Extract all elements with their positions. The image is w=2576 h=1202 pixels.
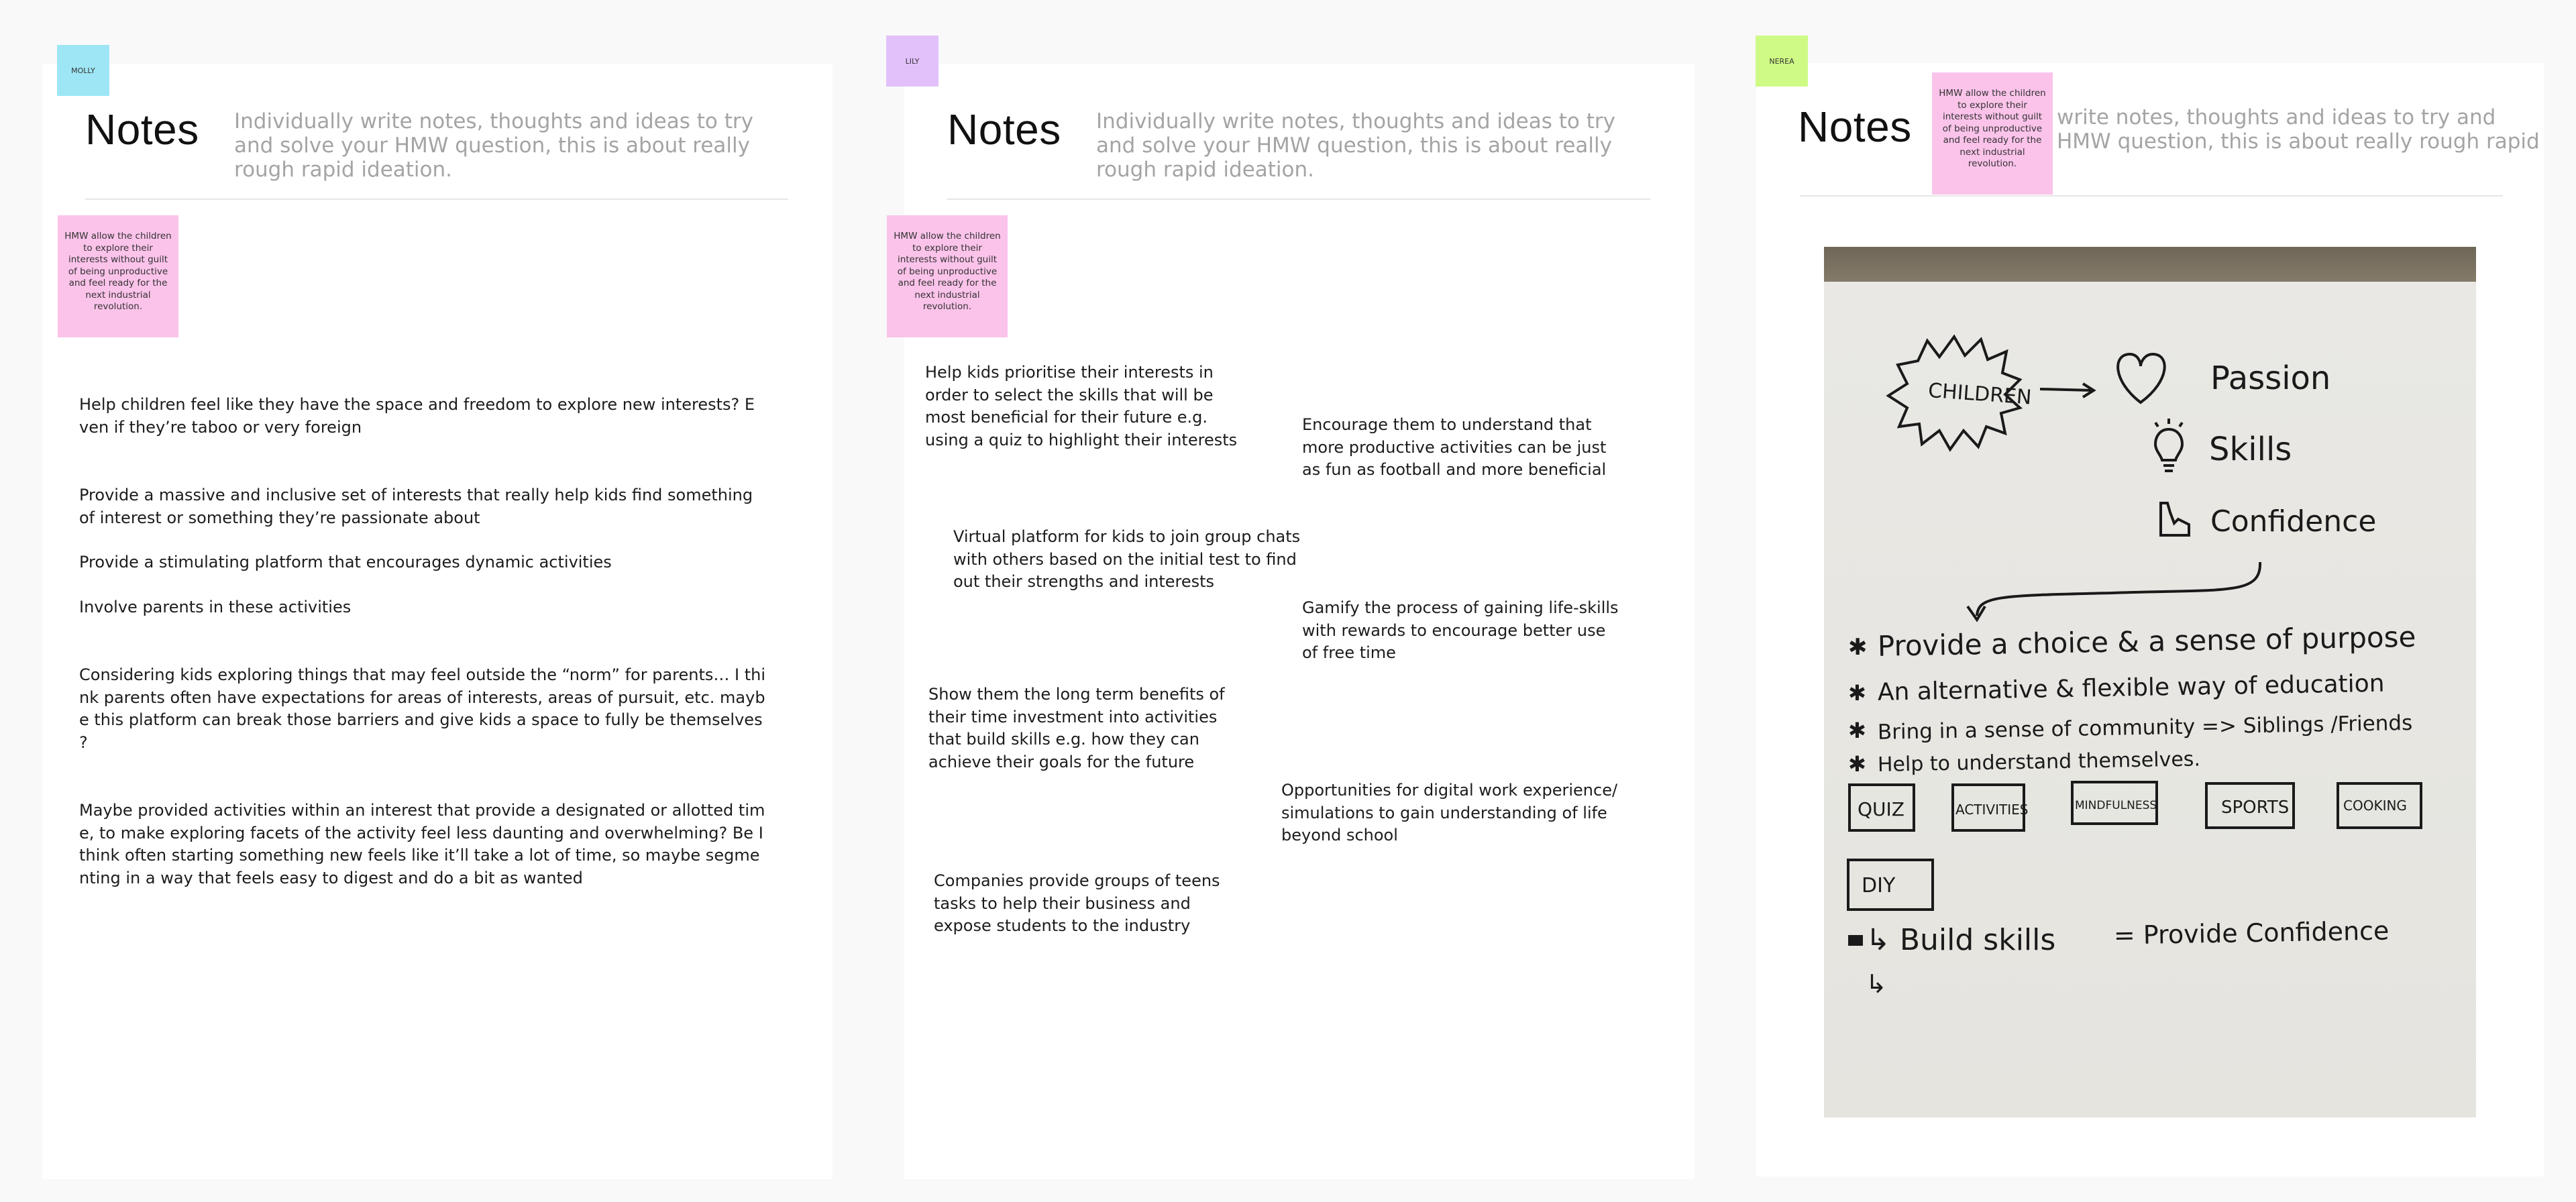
note-text[interactable]: Provide a stimulating platform that encourages dynamic activities	[79, 553, 612, 571]
sketch-box: SPORTS	[2221, 798, 2290, 818]
board-title: Notes	[85, 105, 199, 154]
board-title: Notes	[1798, 103, 1912, 151]
hmw-sticky-note[interactable]: HMW allow the children to explore their interests without guilt of being unproductive and feel ready for the next industrial revolution.	[58, 215, 178, 337]
board-description: Individually write notes, thoughts and ideas to try and solve your HMW question, this is about really rough rapid ideation.	[234, 109, 753, 182]
divider	[85, 199, 788, 200]
sketch-center-word: CHILDREN	[1927, 378, 2033, 410]
handwritten-sketch	[1824, 247, 2476, 1117]
svg-text:✱: ✱	[1848, 751, 1866, 777]
sketch-bullet: Bring in a sense of community => Siblings /Friends	[1877, 710, 2413, 745]
divider	[1800, 195, 2503, 197]
note-text[interactable]: Companies provide groups of teens tasks to help their business and expose students to the industry	[934, 871, 1220, 936]
note-text[interactable]: Help kids prioritise their interests in order to select the skills that will be most beneficial for their future e.g. using a quiz to highlight their interests	[925, 363, 1238, 449]
owner-tag-nerea[interactable]: NEREA	[1756, 36, 1808, 87]
svg-text:✱: ✱	[1848, 718, 1866, 743]
lightbulb-icon	[2155, 419, 2182, 471]
note-text[interactable]: Opportunities for digital work experience/ simulations to gain understanding of life beyond school	[1281, 781, 1618, 845]
sketch-box: MINDFULNESS	[2075, 799, 2157, 812]
board-description: Individually write notes, thoughts and ideas to try and solve your HMW question, this is about really rough rapid ideation.	[1096, 109, 1615, 182]
note-text[interactable]: Gamify the process of gaining life-skills with rewards to encourage better use of free time	[1302, 598, 1619, 663]
board-description: write notes, thoughts and ideas to try and HMW question, this is about really rough rapid	[2057, 105, 2540, 154]
sketch-bullet: An alternative & flexible way of education	[1877, 669, 2385, 706]
flexed-arm-icon	[2161, 503, 2189, 535]
hmw-sticky-note[interactable]: HMW allow the children to explore their interests without guilt of being unproductive and feel ready for the next industrial revolution.	[887, 215, 1008, 337]
whiteboard-photo	[1824, 247, 2476, 1117]
sketch-box: DIY	[1862, 874, 1896, 897]
note-text[interactable]: Show them the long term benefits of their time investment into activities that build skills e.g. how they can achieve their goals for the future	[928, 685, 1225, 771]
svg-text:✱: ✱	[1848, 634, 1868, 661]
note-text[interactable]: Provide a massive and inclusive set of interests that really help kids find something of interest or something they’re passionate about	[79, 486, 753, 527]
sketch-box: COOKING	[2343, 798, 2407, 814]
heart-icon	[2118, 354, 2165, 402]
note-text[interactable]: Maybe provided activities within an interest that provide a designated or allotted tim e, to make exploring facets of the activity feel less daunting and overwhelming? Be I think often starting something new feels like it’ll take a lot of time, so maybe segme nting in a way that feels easy to digest and do a bit as wanted	[79, 801, 765, 887]
sketch-arrow: ↳	[1866, 969, 1887, 999]
outcome-passion: Passion	[2210, 360, 2331, 397]
sketch-formula: = Provide Confidence	[2113, 916, 2390, 950]
sketch-box: ACTIVITIES	[1955, 802, 2029, 818]
note-text[interactable]: Considering kids exploring things that may feel outside the “norm” for parents… I thi nk parents often have expectations for areas of interests, areas of pursuit, etc. mayb e this platform can break those barriers and give kids a space to fully be themselves ?	[79, 665, 765, 752]
outcome-confidence: Confidence	[2210, 504, 2377, 539]
note-text[interactable]: Encourage them to understand that more productive activities can be just as fun as football and more beneficial	[1302, 415, 1607, 480]
note-text[interactable]: Help children feel like they have the space and freedom to explore new interests? E ven if they’re taboo or very foreign	[79, 395, 755, 437]
board-title: Notes	[947, 105, 1061, 154]
outcome-skills: Skills	[2209, 431, 2292, 468]
note-text[interactable]: Involve parents in these activities	[79, 598, 352, 616]
sketch-bullet: Provide a choice & a sense of purpose	[1877, 620, 2416, 663]
sketch-box: QUIZ	[1858, 798, 1904, 820]
owner-tag-lily[interactable]: LILY	[886, 36, 938, 87]
svg-text:✱: ✱	[1848, 680, 1866, 706]
divider	[947, 199, 1650, 200]
sketch-formula: ↳ Build skills	[1866, 923, 2056, 957]
owner-tag-molly[interactable]: MOLLY	[57, 45, 109, 96]
hmw-sticky-note[interactable]: HMW allow the children to explore their interests without guilt of being unproductive and feel ready for the next industrial revolution.	[1932, 72, 2053, 195]
sketch-bullet: Help to understand themselves.	[1877, 747, 2201, 777]
note-text[interactable]: Virtual platform for kids to join group chats with others based on the initial test to find out their strengths and interests	[953, 527, 1301, 592]
